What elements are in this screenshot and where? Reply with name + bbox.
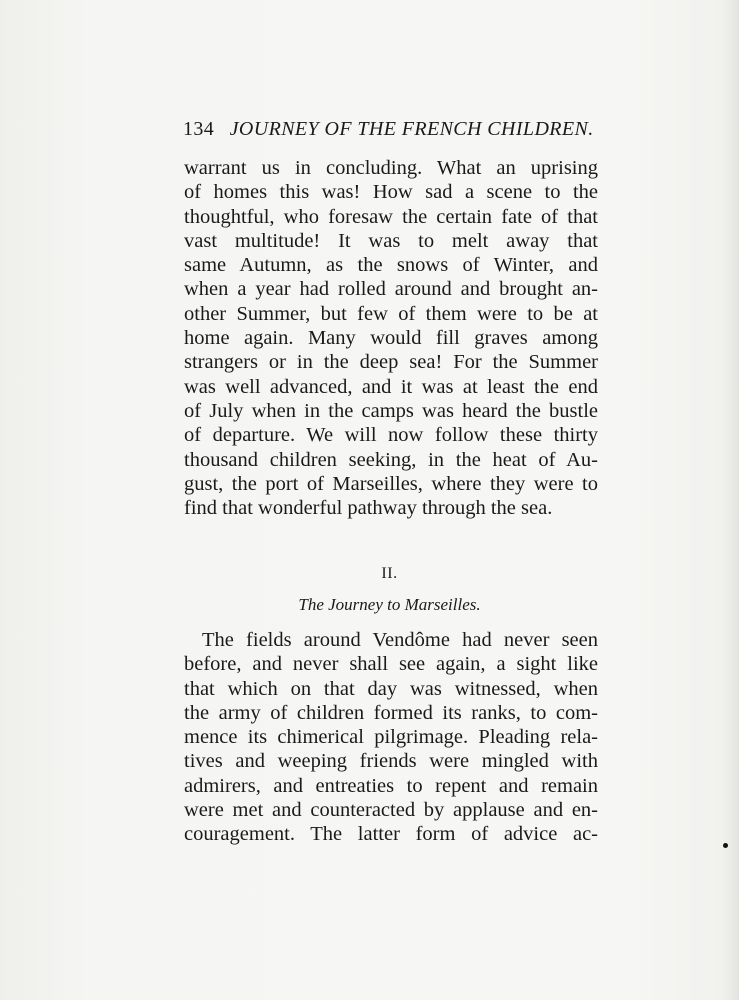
text-line: vast multitude! It was to melt away that (184, 229, 598, 252)
running-head-title: JOURNEY OF THE FRENCH CHILDREN. (229, 118, 594, 140)
text-line: gust, the port of Marseilles, where they were to (184, 472, 598, 495)
text-line: admirers, and entreaties to repent and remain (184, 774, 598, 797)
text-line: of homes this was! How sad a scene to the (184, 181, 598, 204)
text-line: other Summer, but few of them were to be at (184, 302, 598, 325)
text-line: thoughtful, who foresaw the certain fate of that (184, 205, 598, 228)
text-line: same Autumn, as the snows of Winter, and (184, 254, 598, 277)
paragraph-1 (184, 156, 598, 520)
section-title: The Journey to Marseilles. (298, 595, 481, 614)
text-line: find that wonderful pathway through the sea. (184, 497, 553, 520)
text-line: before, and never shall see again, a sight like (184, 653, 598, 676)
page-number: 134 (183, 118, 215, 140)
text-line: of July when in the camps was heard the bustle (184, 399, 598, 422)
ink-speck (723, 843, 728, 848)
section-numeral: II. (381, 565, 398, 582)
paragraph-2 (184, 628, 598, 847)
text-line: strangers or in the deep sea! For the Summer (184, 351, 598, 374)
text-line: couragement. The latter form of advice ac- (184, 823, 598, 846)
text-line: were met and counteracted by applause and en- (184, 799, 598, 822)
text-line: thousand children seeking, in the heat of Au- (184, 448, 598, 471)
text-line: warrant us in concluding. What an uprising (184, 157, 598, 179)
text-line: of departure. We will now follow these thirty (184, 424, 598, 447)
text-line: mence its chimerical pilgrimage. Pleading rela- (184, 726, 598, 749)
page-edge-shadow (721, 0, 739, 1000)
text-line: that which on that day was witnessed, when (184, 677, 598, 700)
text-line: home again. Many would fill graves among (184, 327, 598, 350)
text-line: when a year had rolled around and brought an- (184, 278, 598, 301)
running-head (183, 118, 603, 141)
text-line: tives and weeping friends were mingled with (184, 750, 598, 773)
text-line: The fields around Vendôme had never seen (202, 629, 598, 651)
text-line: was well advanced, and it was at least the end (184, 375, 598, 398)
text-line: the army of children formed its ranks, to com- (184, 701, 598, 724)
